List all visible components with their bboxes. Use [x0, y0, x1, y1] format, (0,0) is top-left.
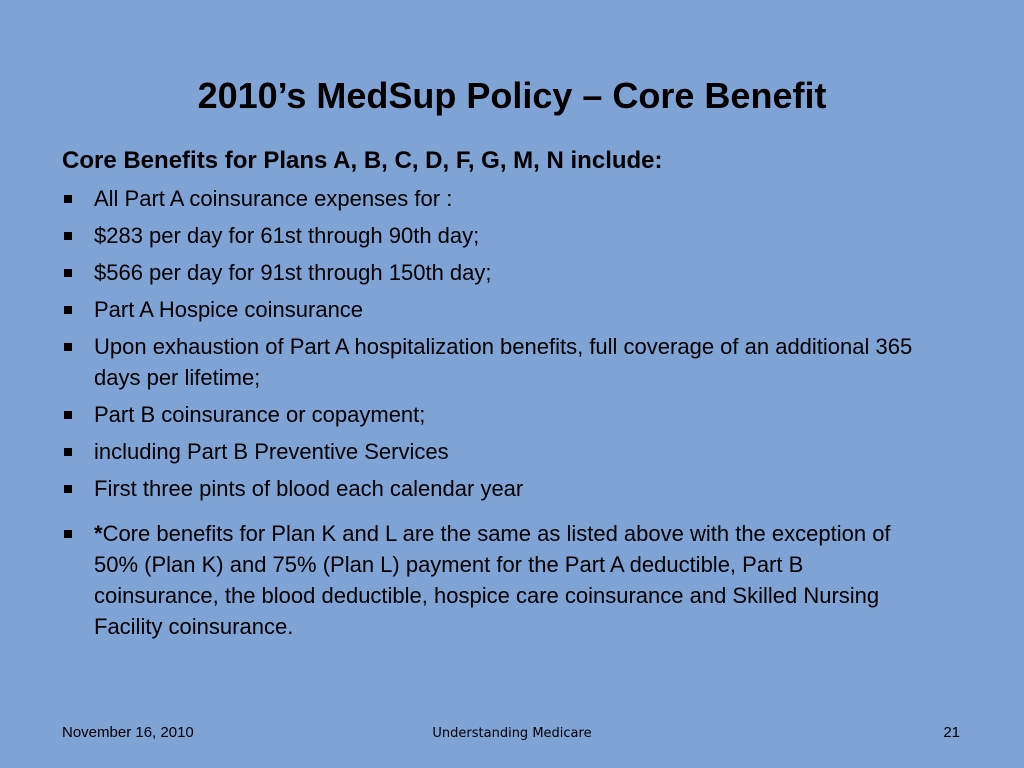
note-asterisk: * — [94, 521, 103, 546]
bullet-text: Part A Hospice coinsurance — [94, 297, 364, 322]
bullet-list — [62, 183, 922, 648]
bullet-text: Upon exhaustion of Part A hospitalization benefits, full coverage of an additional 365 days per lifetime; — [94, 334, 913, 390]
square-bullet-icon — [64, 530, 72, 538]
square-bullet-icon — [64, 306, 72, 314]
footer-title: Understanding Medicare — [432, 726, 592, 741]
note-item — [62, 518, 922, 642]
square-bullet-icon — [64, 485, 72, 493]
bullet-text: Part B coinsurance or copayment; — [94, 402, 426, 427]
footer-date: November 16, 2010 — [62, 724, 194, 741]
list-item — [62, 399, 922, 430]
square-bullet-icon — [64, 232, 72, 240]
list-item — [62, 331, 922, 393]
bullet-text: including Part B Preventive Services — [94, 439, 449, 464]
page-number: 21 — [943, 724, 960, 741]
square-bullet-icon — [64, 448, 72, 456]
bullet-text: $566 per day for 91st through 150th day; — [94, 260, 492, 285]
list-item — [62, 294, 922, 325]
list-item — [62, 257, 922, 288]
list-item — [62, 436, 922, 467]
list-item — [62, 220, 922, 251]
list-item — [62, 473, 922, 504]
slide-title: 2010’s MedSup Policy – Core Benefit — [197, 75, 827, 116]
bullet-text: $283 per day for 61st through 90th day; — [94, 223, 480, 248]
square-bullet-icon — [64, 195, 72, 203]
subheading: Core Benefits for Plans A, B, C, D, F, G, M, N include: — [62, 147, 663, 174]
square-bullet-icon — [64, 269, 72, 277]
bullet-text: All Part A coinsurance expenses for : — [94, 186, 453, 211]
square-bullet-icon — [64, 343, 72, 351]
square-bullet-icon — [64, 411, 72, 419]
list-item — [62, 183, 922, 214]
bullet-text: First three pints of blood each calendar year — [94, 476, 524, 501]
note-text: Core benefits for Plan K and L are the same as listed above with the exception of 50% (Plan K) and 75% (Plan L) payment for the Part A deductible, Part B coinsurance, the blood deductible, hospice care coinsurance and Skilled Nursing Facility coinsurance. — [94, 521, 891, 639]
